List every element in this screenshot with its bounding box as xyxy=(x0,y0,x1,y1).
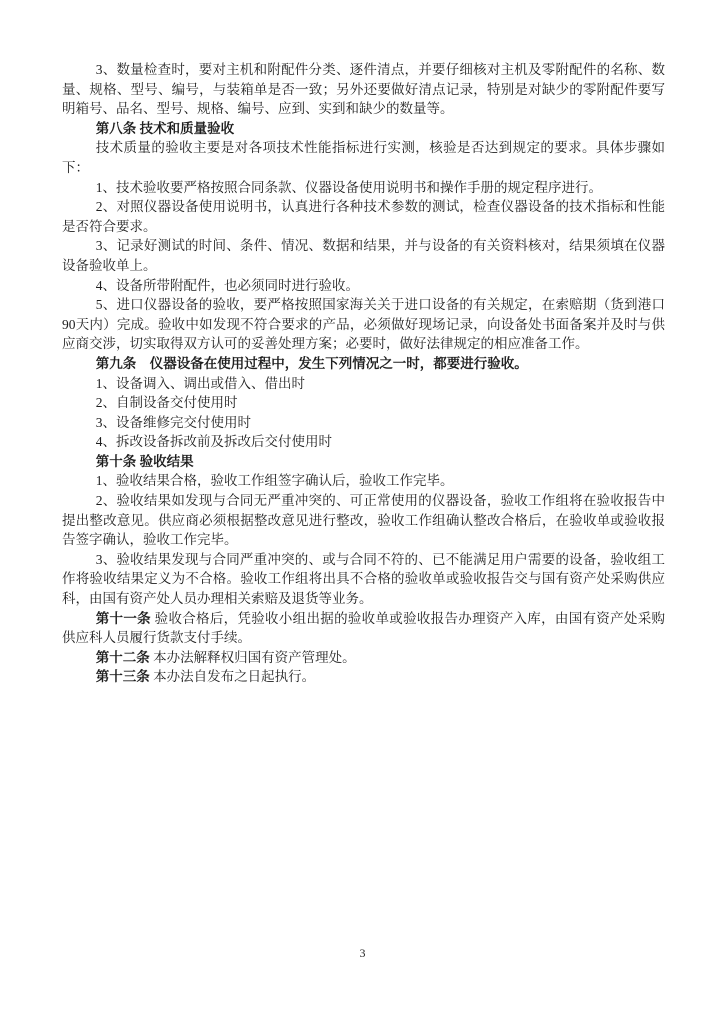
text-run: 3、验收结果发现与合同严重冲突的、或与合同不符的、已不能满足用户需要的设备，验收组工作将验收结果定义为不合格。验收工作组将出具不合格的验收单或验收报告交与国有资产处采购供应科，由国有资产处人员办理相关索赔及退货等业务。 xyxy=(62,551,665,607)
text-run: 3、设备维修完交付使用时 xyxy=(95,414,251,430)
paragraph xyxy=(62,491,665,550)
text-run: 2、自制设备交付使用时 xyxy=(95,395,238,411)
document-body xyxy=(62,60,665,687)
heading-paragraph xyxy=(62,119,665,139)
text-run: 5、进口仪器设备的验收，要严格按照国家海关关于进口设备的有关规定，在索赔期（货到港口 90天内）完成。验收中如发现不符合要求的产品，必须做好现场记录，向设备处书面备案并及时与供应商交涉，切实取得双方认可的妥善处理方案；必要时，做好法律规定的相应准备工作。 xyxy=(62,297,665,352)
paragraph xyxy=(62,236,665,275)
text-run: 2、验收结果如发现与合同无严重冲突的、可正常使用的仪器设备，验收工作组将在验收报告中提出整改意见。供应商必须根据整改意见进行整改，验收工作组确认整改合格后，在验收单或验收报告签字确认，验收工作完毕。 xyxy=(62,493,665,548)
text-run: 1、验收结果合格，验收工作组签字确认后，验收工作完毕。 xyxy=(95,473,454,489)
text-run: 3、记录好测试的时间、条件、情况、数据和结果，并与设备的有关资料核对，结果须填在仪器设备验收单上。 xyxy=(62,238,665,273)
paragraph xyxy=(62,471,665,491)
paragraph xyxy=(62,667,665,687)
paragraph xyxy=(62,413,665,433)
page-number: 3 xyxy=(359,946,366,960)
text-run: 3、数量检查时，要对主机和附配件分类、逐件清点，并要仔细核对主机及零附配件的名称、数量、规格、型号、编号，与装箱单是否一致；另外还要做好清点记录，特别是对缺少的零附配件要写明箱号、品名、型号、规格、编号、应到、实到和缺少的数量等。 xyxy=(62,62,665,117)
text-run: 技术质量的验收主要是对各项技术性能指标进行实测，核验是否达到规定的要求。具体步骤如下： xyxy=(62,140,665,175)
paragraph xyxy=(62,550,665,609)
text-run: 验收合格后，凭验收小组出据的验收单或验收报告办理资产入库，由国有资产处采购供应科人员履行货款支付手续。 xyxy=(62,610,666,646)
paragraph xyxy=(62,138,665,177)
text-run: 第九条 仪器设备在使用过程中，发生下列情况之一时，都要进行验收。 xyxy=(95,355,528,371)
text-run: 1、设备调入、调出或借入、借出时 xyxy=(95,375,305,391)
text-run: 4、设备所带附配件，也必须同时进行验收。 xyxy=(95,277,359,293)
text-run: 第十一条 xyxy=(95,610,151,626)
text-run: 本办法解释权归国有资产管理处。 xyxy=(149,649,356,665)
heading-paragraph xyxy=(62,452,665,472)
paragraph xyxy=(62,432,665,452)
paragraph xyxy=(62,197,665,236)
text-run: 1、技术验收要严格按照合同条款、仪器设备使用说明书和操作手册的规定程序进行。 xyxy=(95,179,602,195)
text-run: 第十三条 xyxy=(95,669,150,685)
heading-paragraph xyxy=(62,354,665,374)
paragraph xyxy=(62,295,665,354)
paragraph xyxy=(62,60,665,119)
text-run: 本办法自发布之日起执行。 xyxy=(149,669,316,685)
paragraph xyxy=(62,609,665,648)
text-run: 第十条 验收结果 xyxy=(95,453,194,469)
text-run: 4、拆改设备拆改前及拆改后交付使用时 xyxy=(95,434,332,450)
paragraph xyxy=(62,276,665,296)
paragraph xyxy=(62,178,665,198)
text-run: 2、对照仪器设备使用说明书，认真进行各种技术参数的测试，检查仪器设备的技术指标和性能是否符合要求。 xyxy=(62,199,665,234)
paragraph xyxy=(62,648,665,668)
text-run: 第十二条 xyxy=(95,649,150,665)
paragraph xyxy=(62,393,665,413)
text-run: 第八条 技术和质量验收 xyxy=(95,120,235,136)
paragraph xyxy=(62,374,665,394)
